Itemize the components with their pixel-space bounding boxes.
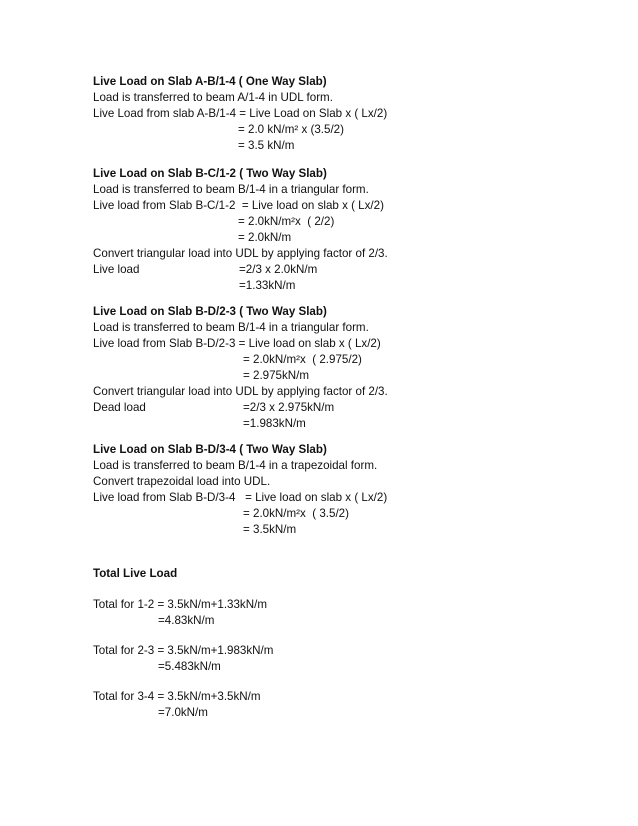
result-line: = 2.0kN/m — [238, 231, 292, 244]
result-line: = 2.975kN/m — [243, 369, 310, 382]
row-label: Dead load — [93, 401, 146, 414]
text-line: Live Load from slab A-B/1-4 = Live Load on Slab x ( Lx/2) — [93, 107, 388, 120]
text-line: Live load from Slab B-D/3-4 = Live load on slab x ( Lx/2) — [93, 491, 388, 504]
total-3-4 — [93, 689, 618, 721]
equation-line: = 2.0kN/m²x ( 2/2) — [238, 215, 335, 228]
section-heading: Live Load on Slab B-D/2-3 ( Two Way Slab) — [93, 305, 327, 318]
total-result: =5.483kN/m — [158, 660, 221, 673]
row-value: =2/3 x 2.0kN/m — [239, 263, 318, 276]
text-line: Convert trapezoidal load into UDL. — [93, 475, 271, 488]
total-1-2 — [93, 597, 618, 629]
section-slab-ab-14 — [93, 74, 618, 154]
total-2-3 — [93, 643, 618, 675]
text-line: Convert triangular load into UDL by applying factor of 2/3. — [93, 385, 388, 398]
total-line: Total for 1-2 = 3.5kN/m+1.33kN/m — [93, 598, 267, 611]
total-result: =4.83kN/m — [158, 614, 215, 627]
section-slab-bd-34 — [93, 442, 618, 538]
total-result: =7.0kN/m — [158, 706, 208, 719]
section-heading: Live Load on Slab B-D/3-4 ( Two Way Slab) — [93, 443, 327, 456]
section-heading: Total Live Load — [93, 567, 178, 580]
label-value-line — [93, 400, 618, 416]
equation-line: = 2.0kN/m²x ( 3.5/2) — [243, 507, 349, 520]
result-line: = 3.5 kN/m — [238, 139, 295, 152]
total-line: Total for 2-3 = 3.5kN/m+1.983kN/m — [93, 644, 274, 657]
text-line: Load is transferred to beam B/1-4 in a triangular form. — [93, 183, 369, 196]
text-line: Live load from Slab B-D/2-3 = Live load on slab x ( Lx/2) — [93, 337, 381, 350]
section-slab-bd-23 — [93, 304, 618, 432]
text-line: Load is transferred to beam A/1-4 in UDL form. — [93, 91, 333, 104]
section-slab-bc-12 — [93, 166, 618, 294]
row-label: Live load — [93, 263, 140, 276]
text-line: Convert triangular load into UDL by applying factor of 2/3. — [93, 247, 388, 260]
equation-line: = 2.0 kN/m² x (3.5/2) — [238, 123, 344, 136]
row-value: =2/3 x 2.975kN/m — [243, 401, 335, 414]
section-total-live-load — [93, 566, 618, 582]
section-heading: Live Load on Slab A-B/1-4 ( One Way Slab) — [93, 75, 327, 88]
text-line: Load is transferred to beam B/1-4 in a triangular form. — [93, 321, 369, 334]
result-line: =1.983kN/m — [243, 417, 306, 430]
label-value-line — [93, 262, 618, 278]
text-line: Load is transferred to beam B/1-4 in a trapezoidal form. — [93, 459, 378, 472]
result-line: =1.33kN/m — [239, 279, 296, 292]
section-heading: Live Load on Slab B-C/1-2 ( Two Way Slab) — [93, 167, 327, 180]
text-line: Live load from Slab B-C/1-2 = Live load on slab x ( Lx/2) — [93, 199, 384, 212]
total-line: Total for 3-4 = 3.5kN/m+3.5kN/m — [93, 690, 261, 703]
equation-line: = 2.0kN/m²x ( 2.975/2) — [243, 353, 362, 366]
result-line: = 3.5kN/m — [243, 523, 297, 536]
